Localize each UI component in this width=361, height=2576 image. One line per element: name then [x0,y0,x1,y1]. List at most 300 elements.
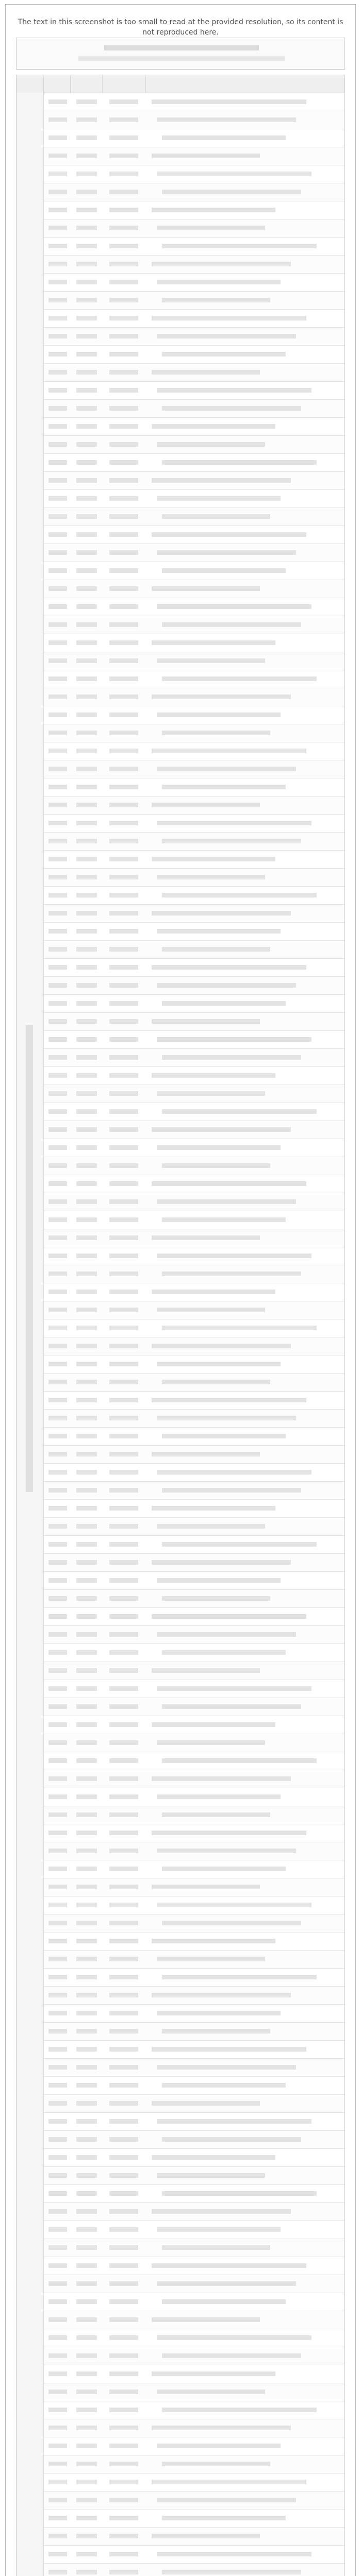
table-row-placeholder [17,2041,344,2059]
cell-placeholder [48,460,67,465]
cell-placeholder [109,424,138,429]
cell-placeholder [48,1470,67,1475]
table-row-placeholder [17,2131,344,2149]
cell-placeholder [157,2552,311,2556]
cell-placeholder [162,1380,270,1384]
cell-placeholder [48,1055,67,1060]
cell-placeholder [109,1091,138,1096]
table-row-placeholder [17,1608,344,1626]
cell-placeholder [157,2444,281,2448]
cell-placeholder [109,568,138,573]
cell-placeholder [162,2137,301,2142]
cell-placeholder [76,1145,97,1150]
table-row-placeholder [17,905,344,923]
cell-placeholder [109,749,138,753]
cell-placeholder [48,226,67,230]
cell-placeholder [48,334,67,338]
cell-placeholder [48,586,67,591]
cell-placeholder [48,658,67,663]
cell-placeholder [152,1993,291,1997]
cell-placeholder [76,1578,97,1583]
cell-placeholder [109,460,138,465]
table-row-placeholder [17,778,344,796]
cell-placeholder [109,1398,138,1402]
cell-placeholder [76,1253,97,1258]
cell-placeholder [48,532,67,537]
cell-placeholder [109,1975,138,1979]
table-row-placeholder [17,472,344,490]
table-row-placeholder [17,1644,344,1662]
cell-placeholder [109,2173,138,2178]
subtitle-placeholder [78,56,285,61]
table-row-placeholder [17,796,344,815]
cell-placeholder [76,1344,97,1348]
cell-placeholder [152,2209,291,2214]
cell-placeholder [76,2155,97,2160]
table-row-placeholder [17,2005,344,2023]
cell-placeholder [48,1957,67,1961]
cell-placeholder [76,1614,97,1619]
cell-placeholder [76,2065,97,2070]
cell-placeholder [162,947,270,952]
cell-placeholder [76,676,97,681]
table-row-placeholder [17,1374,344,1392]
cell-placeholder [48,2389,67,2394]
cell-placeholder [162,1542,317,1547]
cell-placeholder [48,2317,67,2322]
cell-placeholder [48,893,67,897]
cell-placeholder [48,2119,67,2124]
cell-placeholder [48,496,67,501]
cell-placeholder [76,1849,97,1853]
cell-placeholder [76,1181,97,1186]
cell-placeholder [152,1614,306,1619]
cell-placeholder [48,1740,67,1745]
cell-placeholder [109,694,138,699]
cell-placeholder [157,604,311,609]
cell-placeholder [48,1596,67,1601]
cell-placeholder [48,1488,67,1493]
cell-placeholder [48,1794,67,1799]
table-row-placeholder [17,652,344,670]
cell-placeholder [109,99,138,104]
table-row-placeholder [17,562,344,580]
cell-placeholder [76,1542,97,1547]
cell-placeholder [109,875,138,879]
cell-placeholder [48,2155,67,2160]
cell-placeholder [152,1452,260,1456]
cell-placeholder [48,1380,67,1384]
cell-placeholder [162,2462,270,2466]
cell-placeholder [48,1812,67,1817]
table-row-placeholder [17,165,344,183]
cell-placeholder [48,857,67,861]
cell-placeholder [48,280,67,284]
cell-placeholder [76,496,97,501]
cell-placeholder [109,640,138,645]
cell-placeholder [157,1632,296,1637]
cell-placeholder [152,2426,291,2430]
cell-placeholder [152,640,275,645]
table-row-placeholder [17,1103,344,1121]
document-header-placeholder [16,38,345,70]
table-row-placeholder [17,833,344,851]
cell-placeholder [109,2317,138,2322]
cell-placeholder [76,1127,97,1132]
cell-placeholder [152,424,275,429]
cell-placeholder [48,2281,67,2286]
cell-placeholder [76,586,97,591]
cell-placeholder [157,1308,265,1312]
cell-placeholder [76,1993,97,1997]
table-row-placeholder [17,598,344,616]
cell-placeholder [48,1903,67,1907]
cell-placeholder [76,298,97,302]
table-row-placeholder [17,869,344,887]
cell-placeholder [152,478,291,483]
cell-placeholder [48,2101,67,2106]
cell-placeholder [157,1794,281,1799]
cell-placeholder [48,1758,67,1763]
cell-placeholder [76,244,97,248]
table-row-placeholder [17,1229,344,1247]
cell-placeholder [152,586,260,591]
cell-placeholder [76,1019,97,1024]
table-row-placeholder [17,2492,344,2510]
cell-placeholder [109,1235,138,1240]
cell-placeholder [76,1380,97,1384]
cell-placeholder [76,2029,97,2033]
cell-placeholder [76,568,97,573]
cell-placeholder [48,1181,67,1186]
cell-placeholder [109,370,138,375]
table-row-placeholder [17,2383,344,2401]
table-row-placeholder [17,1482,344,1500]
table-row-placeholder [17,2437,344,2455]
cell-placeholder [109,1776,138,1781]
cell-placeholder [48,2353,67,2358]
table-row-placeholder [17,580,344,598]
cell-placeholder [157,388,311,393]
table-row-placeholder [17,1987,344,2005]
cell-placeholder [76,875,97,879]
cell-placeholder [48,370,67,375]
cell-placeholder [76,1488,97,1493]
table-row-placeholder [17,995,344,1013]
table-row-placeholder [17,2203,344,2221]
table-row-placeholder [17,1283,344,1301]
cell-placeholder [76,658,97,663]
table-row-placeholder [17,1175,344,1193]
cell-placeholder [162,1867,286,1871]
table-row-placeholder [17,1139,344,1157]
cell-placeholder [48,1686,67,1691]
cell-placeholder [109,857,138,861]
table-row-placeholder [17,1860,344,1878]
cell-placeholder [162,676,317,681]
cell-placeholder [109,1217,138,1222]
cell-placeholder [152,1668,260,1673]
cell-placeholder [48,1253,67,1258]
cell-placeholder [48,2299,67,2304]
table-row-placeholder [17,1301,344,1319]
cell-placeholder [162,514,270,519]
table-row-placeholder [17,1013,344,1031]
cell-placeholder [109,785,138,789]
cell-placeholder [152,316,306,320]
cell-placeholder [48,1993,67,1997]
cell-placeholder [76,731,97,735]
cell-placeholder [162,622,301,627]
cell-placeholder [157,1145,281,1150]
cell-placeholder [157,1903,311,1907]
table-row-placeholder [17,201,344,219]
cell-placeholder [76,2227,97,2232]
cell-placeholder [76,2408,97,2412]
cell-placeholder [76,749,97,753]
cell-placeholder [48,875,67,879]
cell-placeholder [162,731,270,735]
cell-placeholder [162,893,317,897]
cell-placeholder [48,2498,67,2502]
cell-placeholder [48,1650,67,1655]
cell-placeholder [109,1416,138,1420]
cell-placeholder [76,2426,97,2430]
cell-placeholder [152,965,306,970]
cell-placeholder [76,2480,97,2484]
cell-placeholder [162,460,317,465]
cell-placeholder [48,352,67,357]
cell-placeholder [76,1037,97,1042]
cell-placeholder [109,2263,138,2268]
cell-placeholder [76,2191,97,2196]
cell-placeholder [48,208,67,212]
cell-placeholder [48,2570,67,2574]
cell-placeholder [48,1001,67,1006]
cell-placeholder [76,1794,97,1799]
cell-placeholder [157,334,296,338]
table-row-placeholder [17,1572,344,1590]
table-row-placeholder [17,1500,344,1518]
cell-placeholder [157,1740,265,1745]
cell-placeholder [76,821,97,825]
cell-placeholder [162,190,301,194]
cell-placeholder [109,2371,138,2376]
cell-placeholder [109,929,138,934]
table-row-placeholder [17,2510,344,2528]
cell-placeholder [109,2389,138,2394]
table-row-placeholder [17,1464,344,1482]
table-row-placeholder [17,526,344,544]
cell-placeholder [48,1831,67,1835]
cell-placeholder [162,568,286,573]
table-row-placeholder [17,1734,344,1752]
cell-placeholder [162,2570,301,2574]
cell-placeholder [157,1686,311,1691]
table-row-placeholder [17,2564,344,2576]
table-row-placeholder [17,959,344,977]
cell-placeholder [162,2191,317,2196]
cell-placeholder [152,1344,291,1348]
cell-placeholder [76,424,97,429]
cell-placeholder [109,1560,138,1565]
cell-placeholder [76,2335,97,2340]
cell-placeholder [76,2498,97,2502]
cell-placeholder [109,135,138,140]
cell-placeholder [76,2263,97,2268]
cell-placeholder [76,640,97,645]
table-row-placeholder [17,2149,344,2167]
cell-placeholder [48,2065,67,2070]
cell-placeholder [48,929,67,934]
table-row-placeholder [17,1933,344,1951]
cell-placeholder [48,1867,67,1871]
cell-placeholder [162,1596,270,1601]
cell-placeholder [109,334,138,338]
cell-placeholder [76,2552,97,2556]
cell-placeholder [76,99,97,104]
cell-placeholder [109,190,138,194]
cell-placeholder [48,947,67,952]
cell-placeholder [109,1632,138,1637]
cell-placeholder [109,1181,138,1186]
cell-placeholder [48,568,67,573]
cell-placeholder [76,1686,97,1691]
table-row-placeholder [17,382,344,400]
cell-placeholder [109,2552,138,2556]
cell-placeholder [76,694,97,699]
table-row-placeholder [17,1211,344,1229]
cell-placeholder [48,1217,67,1222]
cell-placeholder [76,406,97,411]
cell-placeholder [152,1939,275,1943]
cell-placeholder [48,2480,67,2484]
cell-placeholder [152,99,306,104]
table-row-placeholder [17,1951,344,1969]
cell-placeholder [109,478,138,483]
cell-placeholder [76,460,97,465]
cell-placeholder [48,1939,67,1943]
cell-placeholder [109,1578,138,1583]
cell-placeholder [76,1776,97,1781]
cell-placeholder [48,442,67,447]
cell-placeholder [162,135,286,140]
cell-placeholder [162,2245,270,2250]
table-row-placeholder [17,2347,344,2365]
cell-placeholder [48,2029,67,2033]
cell-placeholder [48,1109,67,1114]
cell-placeholder [162,1921,301,1925]
cell-placeholder [76,1434,97,1438]
cell-placeholder [109,2480,138,2484]
cell-placeholder [48,1614,67,1619]
cell-placeholder [76,2119,97,2124]
table-row-placeholder [17,1067,344,1085]
cell-placeholder [76,117,97,122]
cell-placeholder [109,983,138,988]
cell-placeholder [109,767,138,771]
cell-placeholder [152,1885,260,1889]
cell-placeholder [157,2281,296,2286]
cell-placeholder [109,1903,138,1907]
category-band-placeholder [17,93,44,2425]
cell-placeholder [152,857,275,861]
table-row-placeholder [17,2221,344,2239]
table-row-placeholder [17,1914,344,1933]
cell-placeholder [152,2317,260,2322]
cell-placeholder [48,2047,67,2052]
cell-placeholder [48,1776,67,1781]
cell-placeholder [48,1199,67,1204]
table-row-placeholder [17,1446,344,1464]
cell-placeholder [157,442,265,447]
cell-placeholder [76,2047,97,2052]
cell-placeholder [157,226,265,230]
cell-placeholder [76,352,97,357]
cell-placeholder [109,604,138,609]
cell-placeholder [48,1019,67,1024]
cell-placeholder [109,1722,138,1727]
cell-placeholder [48,298,67,302]
cell-placeholder [109,1470,138,1475]
cell-placeholder [157,1416,296,1420]
cell-placeholder [152,1398,306,1402]
cell-placeholder [152,1722,275,1727]
cell-placeholder [109,2353,138,2358]
cell-placeholder [152,1560,291,1565]
table-row-placeholder [17,616,344,634]
cell-placeholder [76,135,97,140]
cell-placeholder [76,2011,97,2015]
cell-placeholder [109,2065,138,2070]
cell-placeholder [48,767,67,771]
cell-placeholder [76,478,97,483]
cell-placeholder [76,2389,97,2394]
cell-placeholder [157,1578,281,1583]
cell-placeholder [152,1073,275,1078]
cell-placeholder [109,2209,138,2214]
cell-placeholder [48,1127,67,1132]
cell-placeholder [109,1542,138,1547]
legibility-notice: The text in this screenshot is too small to read at the provided resolution, so its content is not reproduced here. [18,18,343,37]
cell-placeholder [48,1668,67,1673]
cell-placeholder [157,2119,311,2124]
table-row-placeholder [17,2095,344,2113]
cell-placeholder [48,1704,67,1709]
cell-placeholder [162,1650,286,1655]
cell-placeholder [48,694,67,699]
cell-placeholder [76,208,97,212]
cell-placeholder [152,1290,275,1294]
cell-placeholder [48,262,67,266]
cell-placeholder [157,2498,296,2502]
table-row-placeholder [17,1085,344,1103]
cell-placeholder [76,262,97,266]
cell-placeholder [109,2498,138,2502]
document-page [5,4,356,2576]
table-row-placeholder [17,2113,344,2131]
cell-placeholder [152,911,291,916]
cell-placeholder [109,550,138,555]
cell-placeholder [109,406,138,411]
cell-placeholder [48,1975,67,1979]
cell-placeholder [76,2137,97,2142]
cell-placeholder [109,1199,138,1204]
cell-placeholder [48,911,67,916]
cell-placeholder [48,2552,67,2556]
table-row-placeholder [17,219,344,238]
cell-placeholder [76,1903,97,1907]
